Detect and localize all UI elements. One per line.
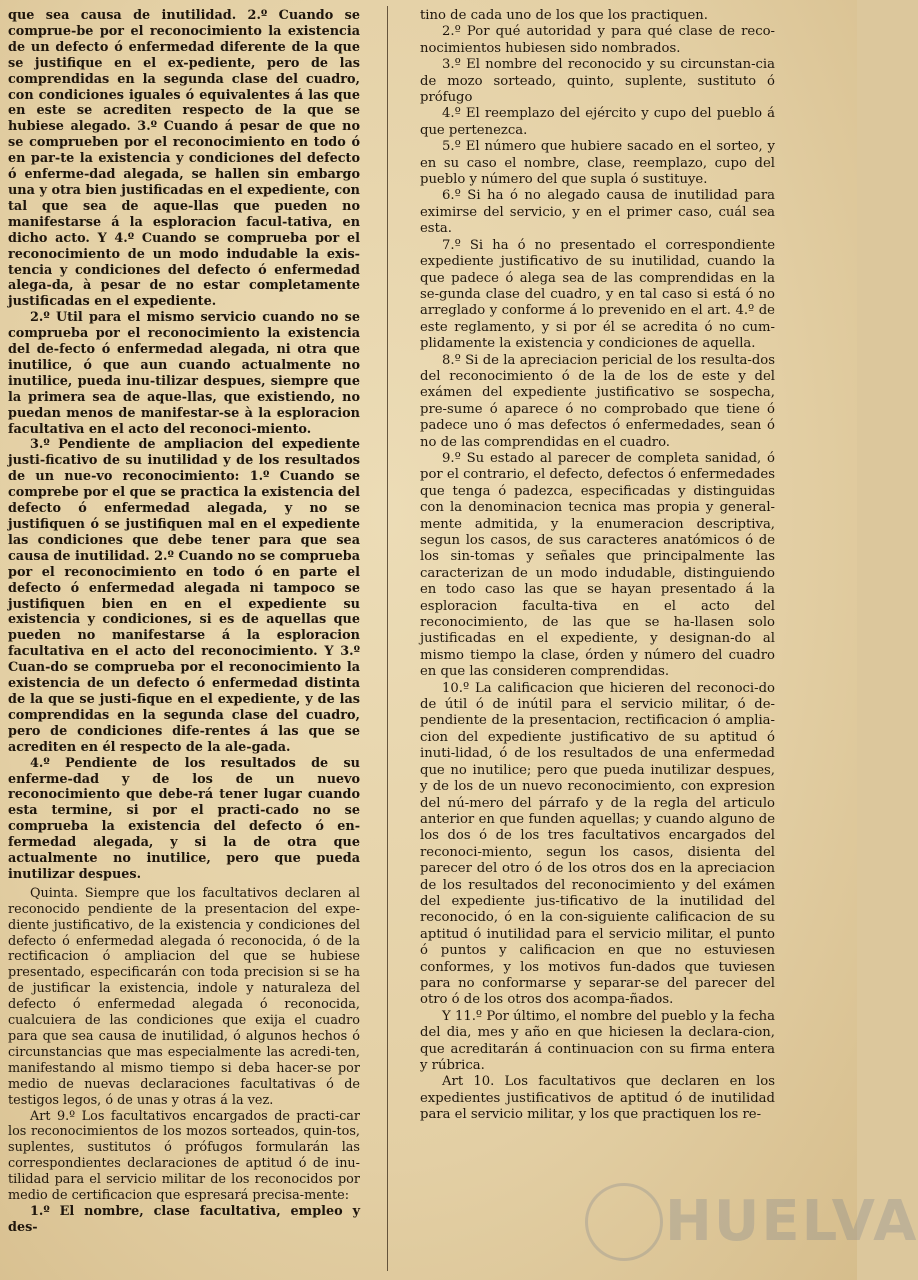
paragraph: 3.º Pendiente de ampliacion del expediente justi-ficativo de su inutilidad y de los resultados de un nue-vo reconocimiento: 1.º Cuando se comprebe por el que se practica la existencia del defecto ó enfermedad alegada, y no se justifiquen ó se justifiquen mal en el expediente las condiciones que debe tener para que sea causa de inutilidad. 2.º Cuando no se comprueba por el reconocimiento en todo ó en parte el defecto ó enfermedad alegada ni tampoco se justifiquen bien en en el expediente su existencia y condiciones, si es de aquellas que pueden no manifestarse á la esploracion facultativa en el acto del reconocimiento. Y 3.º Cuan-do se comprueba por el reconocimiento la existencia de un defecto ó enfermedad distinta de la que se justi-fique en el expediente, y de las comprendidas en la segunda clase del cuadro, pero de condiciones dife-rentes á las que se acrediten en él respecto de la ale-gada. <box>8 437 360 755</box>
paragraph: 10.º La calificacion que hicieren del reconoci-do de útil ó de inútil para el servicio militar, ó de-pendiente de la presentacion, rectificacion ó amplia-cion del expediente justificativo de su aptitud ó inuti-lidad, ó de los resultados de una enfermedad que no inutilice; pero que pueda inutilizar despues, y de los de un nuevo reconocimiento, con expresion del nú-mero del párrafo y de la regla del articulo anterior en que funden aquellas; y cuando alguno de los dos ó de los tres facultativos encargados del reconoci-miento, segun los casos, disienta del parecer del otro ó de los otros dos en la apreciacion de los resultados del reconocimiento y del exámen del expediente jus-tificativo de la inutilidad del reconocido, ó en la con-siguiente calificacion de su aptitud ó inutilidad para el servicio militar, el punto ó puntos y calificacion en que no estuviesen conformes, y los motivos fun-dados que tuviesen para no conformarse y separar-se del parecer del otro ó de los otros dos acompa-ñados. <box>420 680 775 1008</box>
paragraph: 5.º El número que hubiere sacado en el sorteo, y en su caso el nombre, clase, reemplazo, cupo del pueblo y número del que supla ó sustituye. <box>420 139 775 188</box>
paragraph: 4.º El reemplazo del ejército y cupo del pueblo á que pertenezca. <box>420 106 775 138</box>
watermark-text: HUELVA <box>665 1189 918 1254</box>
paragraph: 9.º Su estado al parecer de completa sanidad, ó por el contrario, el defecto, defectos ó enfermedades que tenga ó padezca, especificadas y distinguidas con la denominacion tecnica mas propia y general-mente admitida, y la enumeracion descriptiva, segun los casos, de sus caracteres anatómicos ó de los sin-tomas y señales que principalmente las caracterizan de un modo indudable, distinguiendo en todo caso las que se hayan presentado á la esploracion faculta-tiva en el acto del reconocimiento, de las que se ha-llasen solo justificadas en el expediente, y designan-do al mismo tiempo la clase, órden y número del cuadro en que las consideren comprendidas. <box>420 450 775 680</box>
paragraph: 6.º Si ha ó no alegado causa de inutilidad para eximirse del servicio, y en el primer caso, cuál sea esta. <box>420 188 775 237</box>
paragraph: 8.º Si de la apreciacion pericial de los resulta-dos del reconocimiento ó de la de los de este y del exámen del expediente justificativo se sospecha, pre-sume ó aparece ó no comprobado que tiene ó padece uno ó mas defectos ó enfermedades, sean ó no de las comprendidas en el cuadro. <box>420 352 775 450</box>
paragraph: 2.º Por qué autoridad y para qué clase de reco-nocimientos hubiesen sido nombrados. <box>420 24 775 56</box>
left-text-column <box>8 8 360 1236</box>
archive-watermark <box>585 1175 918 1265</box>
paragraph: 4.º Pendiente de los resultados de su enferme-dad y de los de un nuevo reconocimiento que debe-rá tener lugar cuando esta termine, si por el practi-cado no se comprueba la existencia del defecto ó en-fermedad alegada, y si la de otra que actualmente no inutilice, pero que pueda inutilizar despues. <box>8 755 360 882</box>
column-divider <box>387 6 388 1271</box>
paragraph: tino de cada uno de los que los practiquen. <box>420 8 708 23</box>
paragraph: 3.º El nombre del reconocido y su circunstan-cia de mozo sorteado, quinto, suplente, sustituto ó prófugo <box>420 57 775 106</box>
paragraph: Art 9.º Los facultativos encargados de practi-car los reconocimientos de los mozos sorteados, quin-tos, suplentes, sustitutos ó prófugos formularán las correspondientes declaraciones de aptitud ó de inu-tilidad para el servicio militar de los reconocidos por medio de certificacion que espresará precisa-mente: <box>8 1108 360 1204</box>
paragraph: Y 11.º Por último, el nombre del pueblo y la fecha del dia, mes y año en que hiciesen la declara-cion, que acreditarán á continuacion con su firma entera y rúbrica. <box>420 1008 775 1073</box>
paragraph: 1.º El nombre, clase facultativa, empleo y des- <box>8 1203 360 1235</box>
right-text-column <box>420 8 775 1124</box>
paragraph: Art 10. Los facultativos que declaren en los expedientes justificativos de aptitud ó de inutilidad para el servicio militar, y los que practiquen los re- <box>420 1074 775 1123</box>
paragraph: 2.º Util para el mismo servicio cuando no se comprueba por el reconocimiento la existencia del de-fecto ó enfermedad alegada, ni otra que inutilice, ó que aun cuando actualmente no inutilice, pueda inu-tilizar despues, siempre que la primera sea de aque-llas, que existiendo, no puedan menos de manifestar-se à la esploracion facultativa en el acto del reconoci-miento. <box>8 310 360 437</box>
paragraph: que sea causa de inutilidad. 2.º Cuando se comprue-be por el reconocimiento la existencia de un defecto ó enfermedad diferente de la que se justifique en el ex-pediente, pero de las comprendidas en la segunda clase del cuadro, con condiciones iguales ó equivalentes á las que en este se acrediten respecto de la que se hubiese alegado. 3.º Cuando á pesar de que no se comprueben por el reconocimiento en todo ó en par-te la existencia y condiciones del defecto ó enferme-dad alegada, se hallen sin embargo una y otra bien justificadas en el expediente, con tal que sea de aque-llas que pueden no manifestarse á la esploracion facul-tativa, en dicho acto. Y 4.º Cuando se comprueba por el reconocimiento de un modo indudable la exis-tencia y condiciones del defecto ó enfermedad alega-da, à pesar de no estar completamente justificadas en el expediente. <box>8 8 360 310</box>
paragraph: Quinta. Siempre que los facultativos declaren al reconocido pendiente de la presentacion del expe-diente justificativo, de la existencia y condiciones del defecto ó enfermedad alegada ó reconocida, ó de la rectificacion ó ampliacion del que se hubiese presentado, especificarán con toda precision si se ha de justificar la existencia, indole y naturaleza del defecto ó enfermedad alegada ó reconocida, cualcuiera de las condiciones que exija el cuadro para que sea causa de inutilidad, ó algunos hechos ó circunstancias que mas especialmente las acredi-ten, manifestando al mismo tiempo si deba hacer-se por medio de nuevas declaraciones facultativas ó de testigos legos, ó de unas y otras á la vez. <box>8 885 360 1108</box>
watermark-seal-icon <box>585 1183 663 1261</box>
paragraph: 7.º Si ha ó no presentado el correspondiente expediente justificativo de su inutilidad, cuando la que padece ó alega sea de las comprendidas en la se-gunda clase del cuadro, y en tal caso si está ó no arreglado y conforme á lo prevenido en el art. 4.º de este reglamento, y si por él se acredita ó no cum-plidamente la existencia y condiciones de aquella. <box>420 237 775 352</box>
